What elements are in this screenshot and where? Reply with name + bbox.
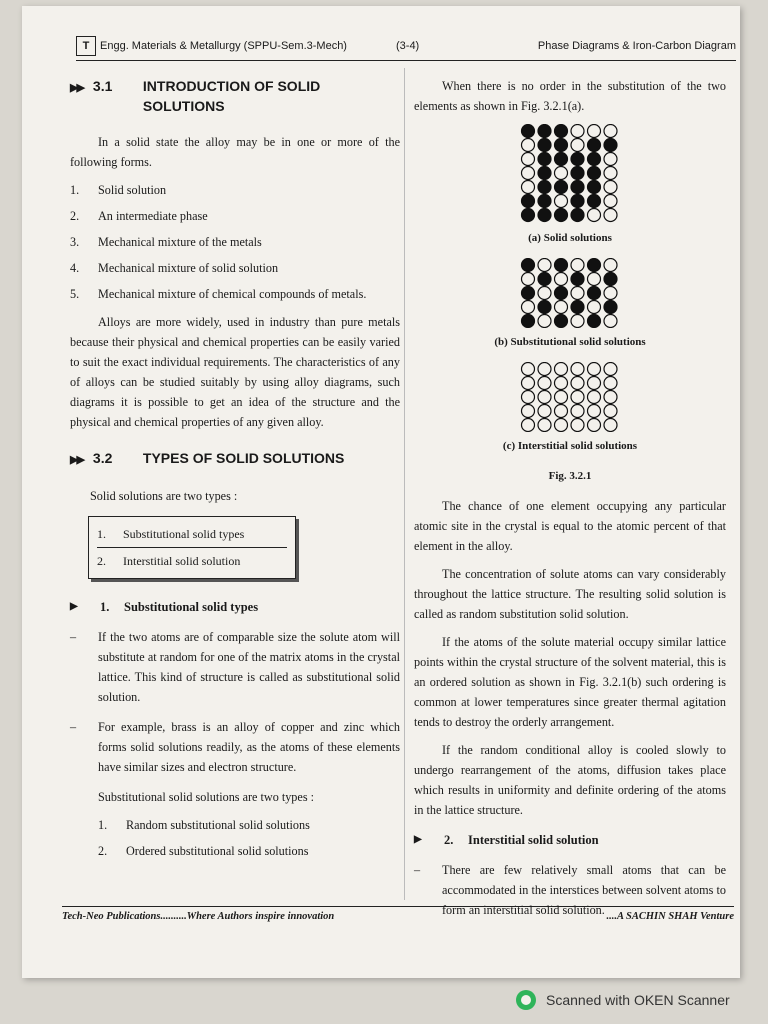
atom [522, 209, 535, 222]
atom [555, 301, 568, 314]
publisher-logo: T [76, 36, 96, 56]
section-marker-icon: ▶▶ [70, 454, 83, 466]
atom [571, 259, 584, 272]
atom [571, 377, 584, 390]
atom [522, 315, 535, 328]
atom [588, 195, 601, 208]
atom [555, 315, 568, 328]
right-column [414, 76, 726, 930]
scanner-watermark [516, 990, 730, 1010]
figure-label: Fig. 3.2.1 [548, 470, 592, 482]
atom [571, 287, 584, 300]
atom [571, 153, 584, 166]
paragraph: If the random conditional alloy is cooled slowly to undergo rearrangement of the atoms, diffusion takes place which results in uniformity and definite ordering of the atoms in the lattice structure. [414, 743, 726, 817]
atom [538, 153, 551, 166]
list-item: 2. Ordered substitutional solid solutions [98, 844, 309, 858]
figure-3-2-1 [414, 124, 726, 486]
atom [522, 167, 535, 180]
atom [571, 363, 584, 376]
atom [588, 377, 601, 390]
atom [588, 209, 601, 222]
column-divider [404, 68, 405, 900]
atom [555, 273, 568, 286]
atom [588, 125, 601, 138]
header-chapter-title: Phase Diagrams & Iron-Carbon Diagram [537, 40, 736, 52]
list-item: 2. An intermediate phase [70, 209, 208, 223]
scanner-text: Scanned with OKEN Scanner [546, 992, 730, 1008]
atom [604, 301, 617, 314]
atom [588, 391, 601, 404]
section-marker-icon: ▶▶ [70, 82, 83, 94]
atom [522, 405, 535, 418]
forms-list [70, 180, 400, 304]
atom [538, 301, 551, 314]
solid-solution-diagram [520, 124, 620, 224]
atom [555, 419, 568, 432]
atom [588, 181, 601, 194]
atom [571, 315, 584, 328]
atom [555, 363, 568, 376]
atom [571, 139, 584, 152]
atom [555, 153, 568, 166]
subtypes-intro: Substitutional solid solutions are two types : [98, 790, 314, 804]
atom [555, 195, 568, 208]
atom [588, 363, 601, 376]
list-item: 1. Random substitutional solid solutions [98, 818, 310, 832]
atom [538, 391, 551, 404]
list-item: 1. Solid solution [70, 183, 167, 197]
atom [604, 287, 617, 300]
dash-item: – There are few relatively small atoms that can be accommodated in the interstices between solvent atoms to form an interstitial solid solution. [414, 863, 726, 917]
atom [522, 273, 535, 286]
atom [538, 315, 551, 328]
atom [538, 363, 551, 376]
dash-item: – For example, brass is an alloy of copper and zinc which forms solid solutions readily, as the atoms of these elements have similar sizes and electron structure. [70, 720, 400, 774]
atom [588, 287, 601, 300]
atom [555, 391, 568, 404]
section-title: INTRODUCTION OF SOLID SOLUTIONS [142, 78, 321, 114]
atom [538, 139, 551, 152]
atom [522, 391, 535, 404]
atom [538, 259, 551, 272]
page-header [76, 34, 736, 61]
atom [588, 405, 601, 418]
left-column [70, 76, 400, 869]
atom [522, 287, 535, 300]
atom [588, 315, 601, 328]
atom [522, 259, 535, 272]
atom [555, 181, 568, 194]
subtypes-list [98, 815, 400, 861]
atom [538, 195, 551, 208]
atom [571, 391, 584, 404]
atom [588, 301, 601, 314]
random-order-paragraph: When there is no order in the substitution of the two elements as shown in Fig. 3.2.1(a). [414, 79, 726, 113]
list-item: 5. Mechanical mixture of chemical compounds of metals. [70, 287, 367, 301]
atom [538, 209, 551, 222]
header-book-title: Engg. Materials & Metallurgy (SPPU-Sem.3-Mech) [100, 40, 347, 52]
atom [555, 287, 568, 300]
atom [555, 259, 568, 272]
atom [571, 125, 584, 138]
atom [588, 153, 601, 166]
header-page-number: (3-4) [396, 40, 420, 52]
caption-c: (c) Interstitial solid solutions [502, 440, 638, 452]
atom [604, 139, 617, 152]
atom [538, 273, 551, 286]
subsection-2-heading: ▶ 2. Interstitial solid solution [414, 830, 726, 850]
atom [538, 181, 551, 194]
box-item: 1. Substitutional solid types [97, 527, 245, 541]
atom [588, 167, 601, 180]
atom [522, 181, 535, 194]
atom [522, 195, 535, 208]
atom [555, 377, 568, 390]
atom [538, 287, 551, 300]
atom [538, 125, 551, 138]
section-number: 3.2 [92, 450, 113, 466]
atom [604, 377, 617, 390]
intro-paragraph: In a solid state the alloy may be in one or more of the following forms. [70, 135, 400, 169]
section-3-1-heading [70, 76, 400, 116]
box-item: 2. Interstitial solid solution [97, 547, 287, 574]
atom [522, 419, 535, 432]
caption-b: (b) Substitutional solid solutions [494, 336, 646, 348]
atom [604, 273, 617, 286]
substitutional-diagram [520, 258, 620, 328]
section-3-2-heading [70, 448, 400, 470]
list-item: 4. Mechanical mixture of solid solution [70, 261, 279, 275]
atom [604, 405, 617, 418]
atom [522, 363, 535, 376]
paragraph: If the atoms of the solute material occupy similar lattice points within the crystal structure of the solvent material, this is an ordered solution as shown in Fig. 3.2.1(b) such ordering is common at lower temperatures since greater thermal agitation tends to destroy the orderly arrangement. [414, 635, 726, 729]
atom [522, 125, 535, 138]
atom [604, 195, 617, 208]
atom [538, 167, 551, 180]
types-intro: Solid solutions are two types : [90, 489, 238, 503]
caption-a: (a) Solid solutions [528, 232, 612, 244]
atom [604, 209, 617, 222]
atom [571, 195, 584, 208]
atom [604, 153, 617, 166]
atom [571, 419, 584, 432]
atom [604, 167, 617, 180]
atom [555, 125, 568, 138]
atom [555, 209, 568, 222]
dash-item: – If the two atoms are of comparable size the solute atom will substitute at random for one of the matrix atoms in the crystal lattice. This kind of structure is called as substitutional solid solution. [70, 630, 400, 704]
scanner-logo-icon [516, 990, 536, 1010]
atom [604, 419, 617, 432]
atom [538, 405, 551, 418]
interstitial-diagram [520, 362, 620, 432]
triangle-marker-icon: ▶ [70, 601, 78, 612]
atom [571, 405, 584, 418]
atom [604, 125, 617, 138]
atom [538, 377, 551, 390]
atom [571, 301, 584, 314]
atom [571, 209, 584, 222]
atom [604, 391, 617, 404]
atom [604, 181, 617, 194]
list-item: 3. Mechanical mixture of the metals [70, 235, 262, 249]
atom [538, 419, 551, 432]
subsection-1-heading: ▶ 1. Substitutional solid types [70, 597, 400, 617]
atom [522, 301, 535, 314]
triangle-marker-icon: ▶ [414, 834, 422, 845]
atom [588, 273, 601, 286]
paragraph: The concentration of solute atoms can vary considerably throughout the lattice structure. The resulting solid solution is called as random substitution solid solution. [414, 567, 726, 621]
paragraph: The chance of one element occupying any particular atomic site in the crystal is equal to the atomic percent of that element in the alloy. [414, 499, 726, 553]
alloys-paragraph: Alloys are more widely, used in industry than pure metals because their physical and chemical properties can be easily varied to suit the exact individual requirements. The characteristics of any of alloys can be studied suitably by using alloy diagrams, such diagrams it is possible to get an idea of the structure and the physical and chemical properties of any given alloy. [70, 315, 400, 429]
atom [588, 139, 601, 152]
atom [571, 181, 584, 194]
atom [555, 139, 568, 152]
footer-publisher: Tech-Neo Publications..........Where Authors inspire innovation [62, 911, 335, 922]
footer-venture: ....A SACHIN SHAH Venture [606, 911, 734, 922]
section-title: TYPES OF SOLID SOLUTIONS [142, 450, 345, 466]
atom [522, 139, 535, 152]
atom [571, 273, 584, 286]
atom [604, 363, 617, 376]
atom [555, 167, 568, 180]
scanned-page [22, 6, 740, 978]
atom [604, 259, 617, 272]
atom [604, 315, 617, 328]
atom [522, 377, 535, 390]
atom [522, 153, 535, 166]
atom [588, 259, 601, 272]
atom [555, 405, 568, 418]
atom [588, 419, 601, 432]
atom [571, 167, 584, 180]
types-box [88, 516, 296, 579]
section-number: 3.1 [92, 78, 113, 94]
page-footer [62, 906, 734, 929]
